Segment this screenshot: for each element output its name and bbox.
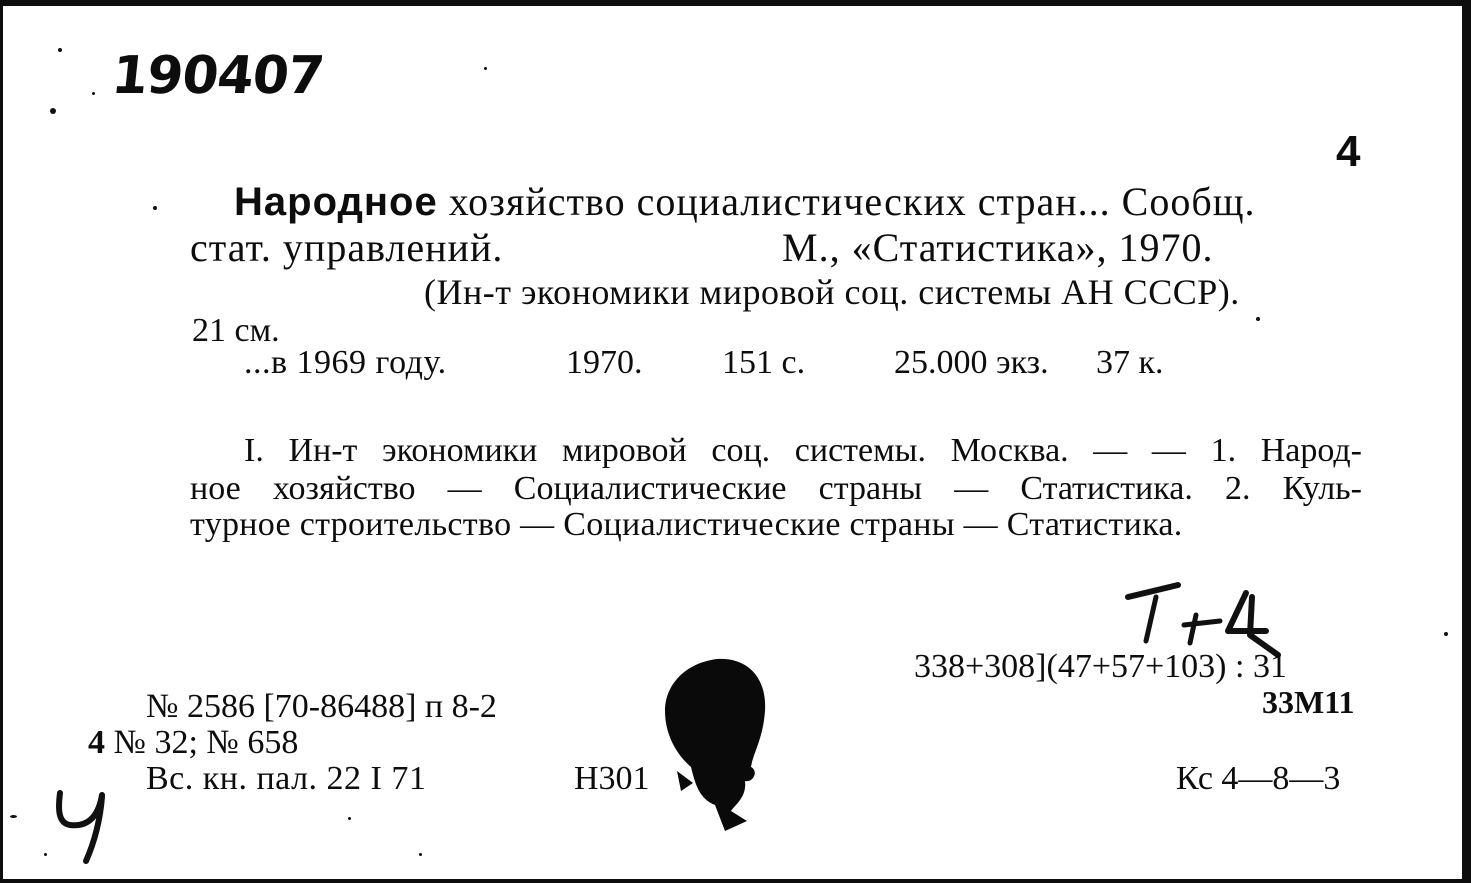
scan-edge-top [0,0,1471,6]
shelf-code: 33М11 [1262,684,1355,720]
speck [92,92,95,95]
volume-copies: 25.000 экз. [894,344,1049,381]
speck [50,108,56,114]
ks-code: Кс 4—8—3 [1176,760,1341,797]
series-note: стат. управлений. [190,225,504,270]
speck [10,815,17,818]
speck [44,853,47,856]
scan-edge-left [0,0,3,883]
subject-line-2: ное хозяйство — Социалистические страны — Статистика. 2. Куль- [190,470,1362,507]
speck [419,853,422,856]
volume-price: 37 к. [1096,344,1164,381]
dimensions: 21 см. [192,312,280,349]
speck [1444,632,1448,636]
scan-edge-right [1462,0,1471,883]
title-line [234,179,1256,224]
numbers-prefix: 4 [88,724,105,761]
speck [348,817,351,820]
subject-line-1: I. Ин-т экономики мировой соц. системы. Москва. — — 1. Народ- [244,432,1362,469]
title-rest: хозяйство социалистических стран... Сообщ. [437,179,1256,224]
volume-year: ...в 1969 году. [244,344,447,381]
speck [484,67,487,70]
subject-line-3: турное строительство — Социалистические страны — Статистика. [190,506,1183,543]
institution-note: (Ин-т экономики мировой соц. системы АН СССР). [424,272,1240,312]
handwritten-accession-number: 190407 [108,46,327,106]
speck [153,206,157,210]
imprint: М., «Статистика», 1970. [782,225,1214,270]
numbers-line [88,726,298,760]
book-chamber-line: Вс. кн. пал. 22 I 71 [146,760,427,797]
volume-pages: 151 с. [722,344,806,381]
volume-pubyear: 1970. [566,344,643,381]
speck [58,48,62,52]
title-bold: Народное [234,180,438,224]
scan-edge-bottom [0,879,1471,883]
ink-blot [655,655,775,835]
handwritten-letter-mark [48,785,118,865]
order-line: № 2586 [70-86488] п 8-2 [146,688,497,725]
chamber-code: Н301 [574,760,650,797]
card-number: 4 [1336,127,1361,176]
speck [1256,317,1260,321]
numbers-value: № 32; № 658 [105,724,299,761]
classification-index: 338+308](47+57+103) : 31 [914,648,1287,685]
